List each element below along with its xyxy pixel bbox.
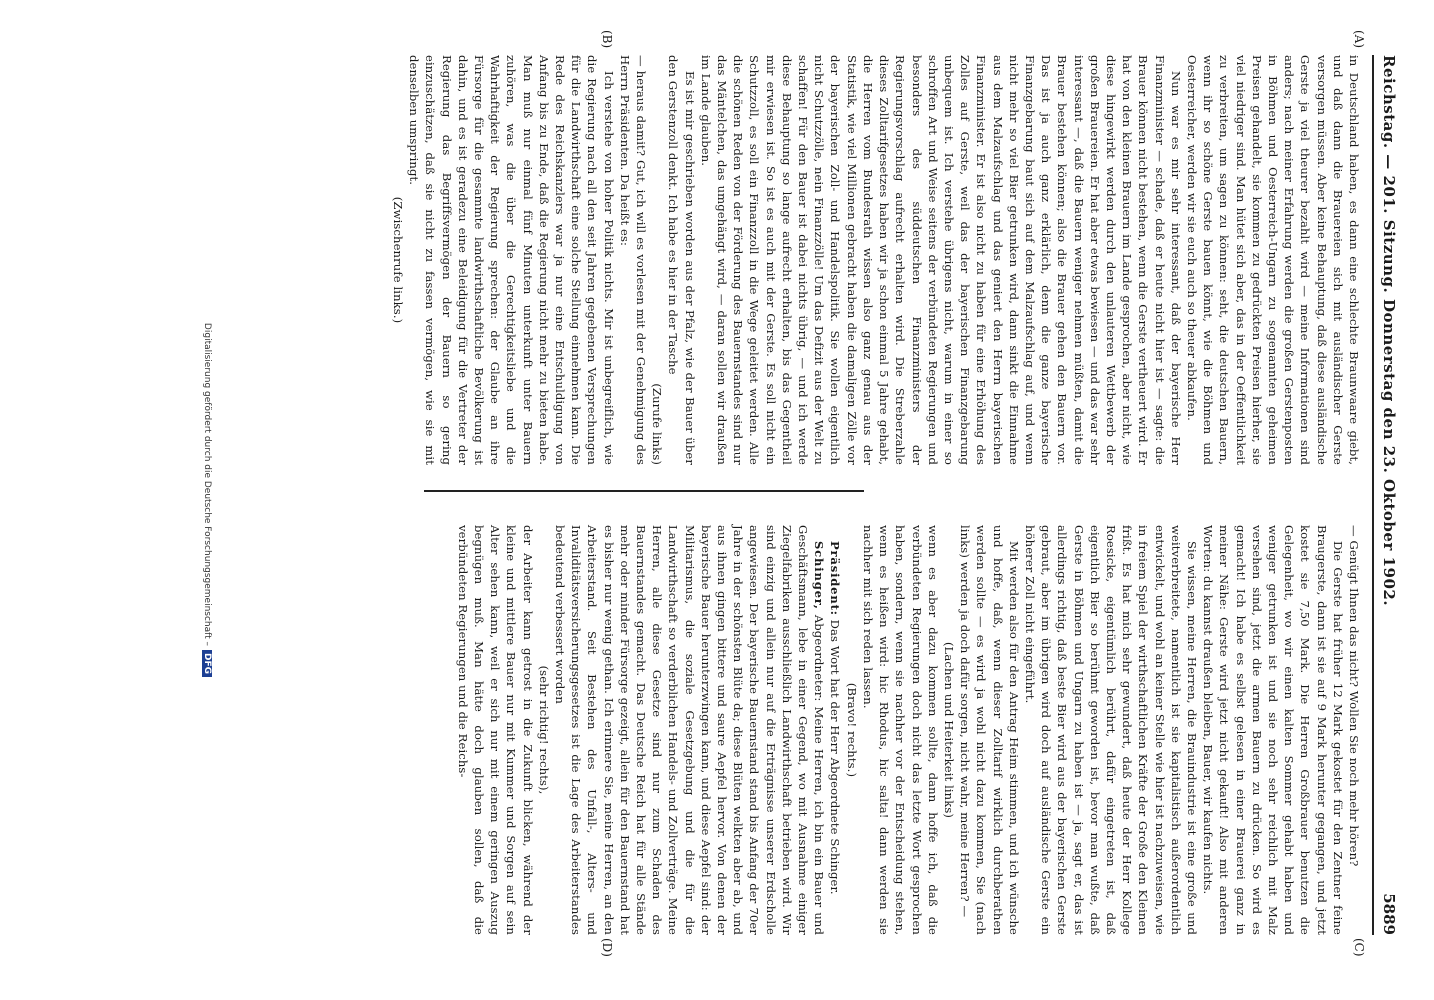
paragraph: der Arbeiter kann getrost in die Zukunft blicken, während der kleine und mittlere Bauer nur mit Kummer und Sorgen auf sein Alter sehen kann, weil er sich nur mit einem geringen Auszug begnügen muß. Man hätte doch glauben sollen, daß die verbündeten Regierungen und die Reichs- — [455, 525, 535, 935]
column-divider — [424, 490, 864, 492]
paragraph: wenn es aber dazu kommen sollte, dann hoffe ich, daß die verbündeten Regierungen doch nicht das letzte Wort gesprochen haben, sondern, wenn sie nachher vor der Entscheidung stehen, wenn es heißen wird: hic Rhodus, hic salta! dann werden sie nachher mit sich reden lassen. — [860, 525, 940, 935]
quoted-letter: Ich verstehe von hoher Politik nichts. Mir ist unbegreiflich, wie die Regierung nach all den seit Jahren gegebenen Versprechungen für die Landwirthschaft eine solche Stellung einnehmen kann. Die Rede des Reichskanzlers war ja nur eine Entschuldigung von Anfang bis zu Ende, daß die Regierung nicht mehr zu bieten habe. Man muß nur einmal fünf Minuten unterkunft unter Bauern zuhören, was die über die Gerechtigkeitsliebe und die Wahrhaftigkeit der Regierung sprechen: der Glaube an ihre Fürsorge für die gesammte landwirthschaftliche Bevölkerung ist dahin, und es ist geradezu eine Beleidigung für die Vertreter der Regierung das Begriffsvermögen der Bauern so gering einzuschätzen, daß sie nicht zu fassen vermögen, wie sie mit denselben umspringt. — [407, 55, 616, 465]
header-title: Reichstag. — 201. Sitzung. Donnerstag den 23. Oktober 1902. — [1380, 55, 1398, 607]
margin-marker-b: (B) — [600, 30, 614, 49]
paragraph: Sie wissen, meine Herren, die Brauindustrie ist eine große und weitverbreitete, namentlich ist sie kapitalistisch außerordentlich entwickelt, und wohl an keiner Stelle wie hier ist nachzuweisen, wie in freiem Spiel der wirthschaftlichen Kräfte der Große den Kleinen frißt. Es hat mich sehr gewundert, daß heute der Herr Kollege Roesicke, eigentümlich berührt, dafür eingetreten ist, daß eigentlich Bier so berühmt geworden ist, bevor man wußte, daß Gerste in Böhmen und Ungarn zu haben ist — ja, sagt er, das ist allerdings richtig, daß beste Bier wird aus der bayerischen Gerste gebraut, aber im übrigen wird doch auf ausländische Gerste ein höherer Zoll nicht eingeführt. — [1022, 525, 1199, 935]
margin-marker-c: (C) — [1352, 938, 1366, 957]
paragraph: — heraus damit? Gut, ich will es vorlesen mit der Genehmigung des Herrn Präsidenten. Da heißt es: — [617, 55, 649, 465]
interjection: (Lachen und Heiterkeit links) — [941, 641, 956, 819]
right-column — [455, 525, 1362, 935]
interjection: (Zwischenrufe links.) — [391, 196, 406, 324]
paragraph: Die Gerste hat früher 12 Mark gekostet für den Zentner feine Braugerste, dann ist sie auf 9 Mark herunter gegangen, und jetzt kostet sie 7,50 Mark. Die Herren Großbrauer benutzen die Gelegenheit, wo wir einen kalten Sommer gehabt haben und weniger getrunken ist und sie noch sehr reichlich mit Malz versehen sind, jetzt die armen Bauern zu drücken. So wird es gemacht! Ich habe es selbst gelesen in einer Brauerei ganz in meiner Nähe: Gerste wird jetzt nicht gekauft! Also mit anderen Worten: du kannst draußen bleiben, Bauer, wir kaufen nichts. — [1201, 525, 1345, 935]
page-header — [1376, 55, 1398, 935]
president-text: Das Wort hat der Herr Abgeordnete Schinger. — [828, 619, 843, 895]
speaker-label: Schinger, — [812, 541, 827, 610]
president-label: Präsident: — [828, 541, 843, 616]
paragraph: Es ist mir geschrieben worden aus der Pfalz, wie der Bauer über den Gerstenzoll denkt. Ich habe es hier in der Tasche — [666, 55, 697, 465]
interjection: (Bravo! rechts.) — [844, 682, 859, 778]
margin-marker-a: (A) — [1352, 30, 1366, 49]
footer-text: Digitalisierung gefördert durch die Deutsche Forschungsgemeinschaft – — [202, 322, 212, 647]
header-rule — [1372, 55, 1374, 935]
paragraph: in Deutschland haben, es dann eine schlechte Braunwaare giebt, und daß dann die Brauereien sich mit ausländischer Gerste versorgen müssen. Aber keine Behauptung, daß diese ausländische Gerste ja viel theurer bezahlt wird — meine Informationen sind anders; nach meiner Erfahrung werden die großen Gerstenposten in Böhmen und Oesterreich-Ungarn zu sogenannten geheimen Preisen gehandelt, sie kommen zu gedrückten Preisen hierher, sie viel niedriger sind. Man hütet sich aber, das in der Oeffentlichkeit zu verbreiten, um sagen zu können: seht, die deutschen Bauern, wenn ihr so schöne Gerste bauen könnt, wie die Böhmen und Oesterreicher, werden wir sie euch auch so theuer abkaufen. — [1184, 55, 1361, 465]
president-statement — [827, 525, 843, 935]
dfg-logo: DFG — [202, 650, 212, 677]
margin-marker-d: (D) — [600, 938, 614, 957]
digitization-footer — [202, 0, 212, 1000]
paragraph: Mit werden also für den Antrag Heim stimmen, und ich wünsche und hoffe, daß, wenn dieser Zolltarif wirklich durchberathen werden sollte — es wird ja wohl nicht dazu kommen, Sie (nach links) werden ja doch dafür sorgen, nicht wahr, meine Herren? — — [958, 525, 1021, 935]
speaker-statement — [552, 525, 827, 935]
speaker-text: Abgeordneter: Meine Herren, ich bin ein Bauer und Geschäftsmann, lebe in einer Gegend, wo mit Ausnahme einiger Ziegelfabriken ausschließlich Landwirthschaft betrieben wird. Wir sind einzig und allein nur auf die Erträgnisse unserer Erdscholle angewiesen. Der bayerische Bauernstand stand bis Anfang der 70er Jahre in der schönsten Blüte da; diese Blüten welkten aber ab, und aus ihnen gingen bittere und saure Aepfel hervor. Von denen der bayerische Bauer herunterzwingen kann, und diese Aepfel sind: der Militarismus, die soziale Gesetzgebung und die für die Landwirthschaft so verderblichen Handels- und Zollverträge. Meine Herren, alle diese Gesetze sind nur zum Schaden des Bauernstandes gemacht. Das Deutsche Reich hat für alle Stände mehr oder minder Fürsorge gezeigt, allein für den Bauernstand hat es bisher nur wenig gethan. Ich erinnere Sie, meine Herren, an den Arbeiterstand. Seit Bestehen des Unfall-, Alters- und Invaliditätsversicherungsgesetzes ist die Lage des Arbeiterstandes bedeutend verbessert worden — [553, 525, 827, 935]
left-column — [390, 55, 1362, 465]
page-number: 5889 — [1380, 893, 1398, 935]
interjection: (Zurufe links) — [650, 383, 665, 465]
interjection: (sehr richtig! rechts), — [536, 665, 551, 795]
paragraph: — Genügt Ihnen das nicht? Wollen Sie noch mehr hören? — [1347, 525, 1361, 867]
paragraph: Nun war es mir sehr interessant, daß der bayerische Herr Finanzminister — schade, daß er heute nicht hier ist — sagte: die Brauer können nicht bestehen, wenn die Gerste vertheuert wird. Er hat von den kleinen Brauern im Lande gesprochen, aber nicht, wie diese hingewirkt werden durch den unlauteren Wettbewerb der großen Brauereien. Er hat aber etwas bewiesen — und das war sehr interessant —, daß die Bauern weniger nehmen müßten, damit die Brauer bestehen können; also die Brauer gehen den Bauern vor. Das ist ja auch ganz erklärlich, denn die ganze bayerische Finanzgebarung baut sich auf dem Malzaufschlag auf, und wenn nicht mehr so viel Bier getrunken wird, dann sinkt die Einnahme aus dem Malzaufschlag und das geniert den Herrn bayerischen Finanzminister. Er ist also nicht zu haben für eine Erhöhung des Zolles auf Gerste, weil das der bayerischen Finanzgebarung unbequem ist. Ich verstehe übrigens nicht, warum in einer so schroffen Art und Weise seitens der verbündeten Regierungen und besonders des süddeutschen Finanzministers der Regierungsvorschlag aufrecht erhalten wird. Die Streberzahle dieses Zolltarifgesetzes haben wir ja schon einmal 5 Jahre gehabt, die Herren vom Bundesrath wissen also ganz genau aus der Statistik, wie viel Millionen gebracht haben die damaligen Zölle vor der bayerischen Zoll- und Handelspolitik. Sie wollen eigentlich nicht Schutzzölle, nein Finanzzölle! Um das Defizit aus der Welt zu schaffen! Für den Bauer ist dabei nichts übrig, — und ich werde diese Behauptung so lange aufrecht erhalten, bis das Gegentheil mir erwiesen ist. So ist es auch mit der Gerste. Es soll nicht ein Schutzzoll, es soll ein Finanzzoll in die Wege geleitet werden. Alle die schönen Reden von der Förderung des Bauernstandes sind nur das Mäntelchen, das umgehängt wird, — daran sollen wir draußen im Lande glauben. — [698, 55, 1183, 465]
